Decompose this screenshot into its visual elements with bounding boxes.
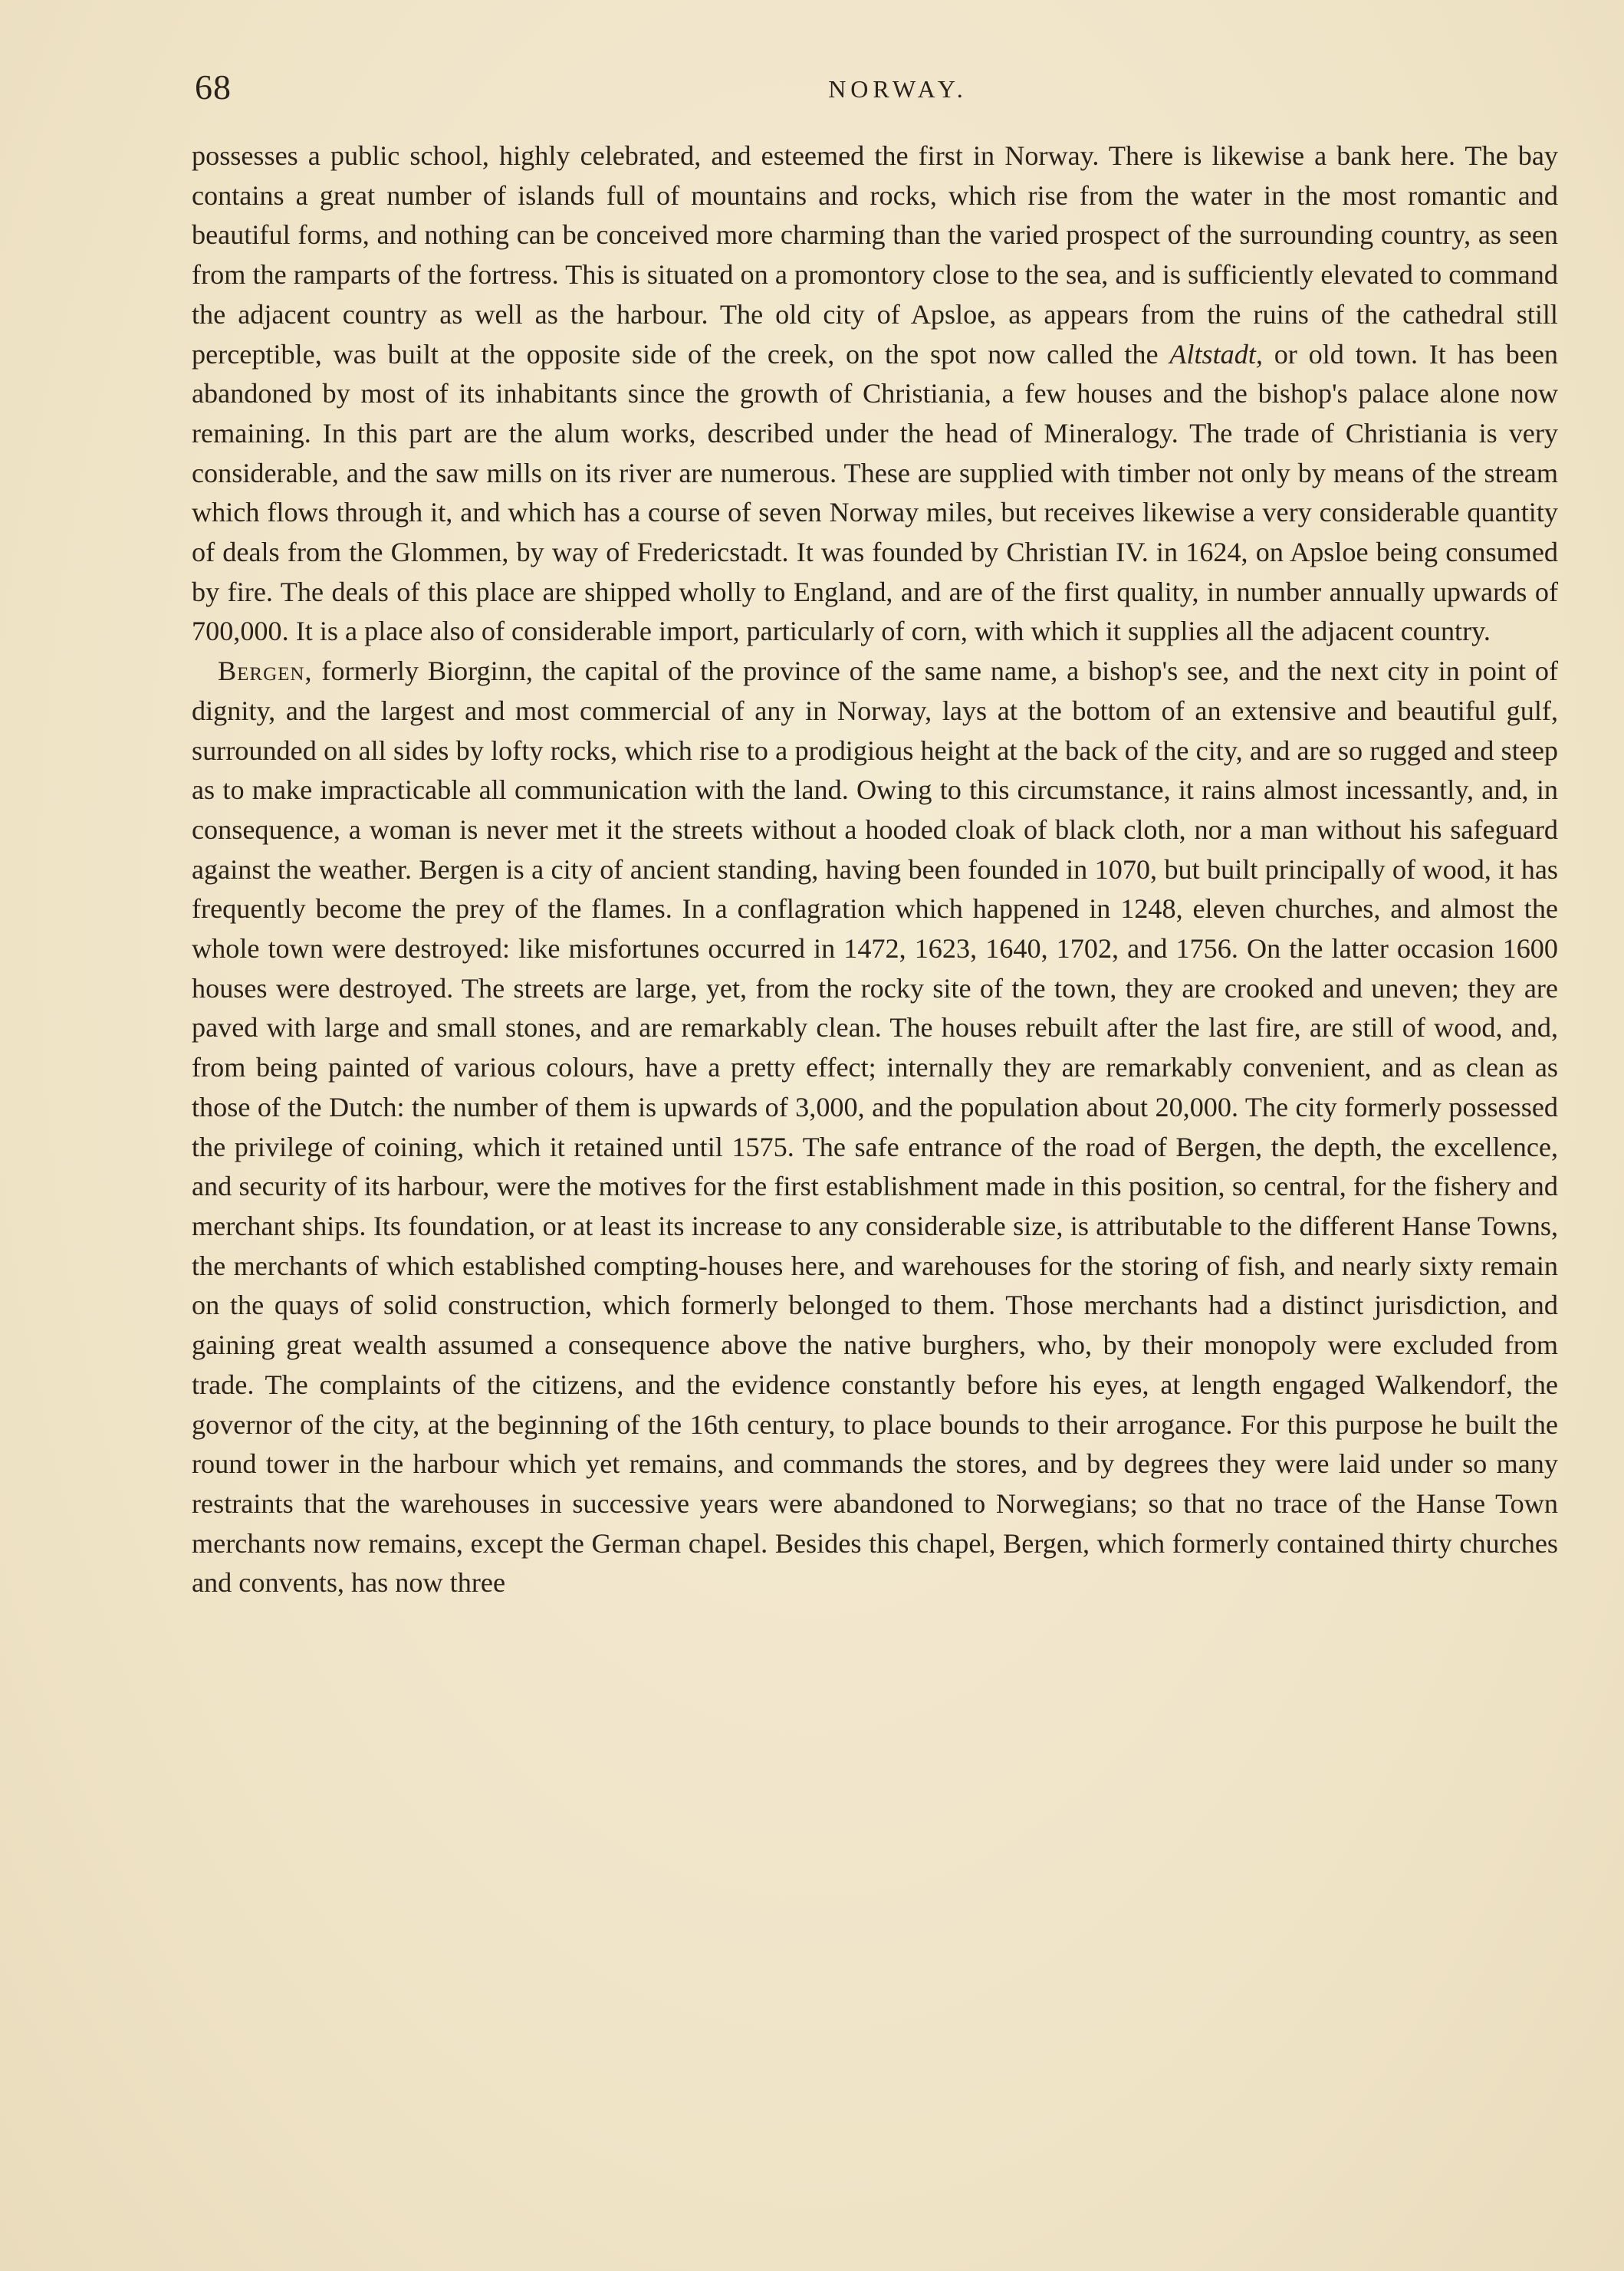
paragraph-christiania-text-2: or old town. It has been abandoned by most of its inhabitants since the growth of Christiania, a few houses and the bishop's palace alone now remaining. In this part are the alum works, described under the head of Mineralogy. The trade of Christiania is very considerable, and the saw mills on its river are numerous. These are supplied with timber not only by means of the stream which flows through it, and which has a course of seven Norway miles, but receives likewise a very considerable quantity of deals from the Glommen, by way of Fredericstadt. It was founded by Christian IV. in 1624, on Apsloe being consumed by fire. The deals of this place are shipped wholly to England, and are of the first quality, in number annually upwards of 700,000. It is a place also of considerable import, particularly of corn, with which it supplies all the adjacent country. (192, 338, 1558, 647)
page-header (195, 63, 1555, 112)
paragraph-christiania (192, 136, 1558, 652)
paragraph-bergen-text: formerly Biorginn, the capital of the province of the same name, a bishop's see, and the next city in point of dignity, and the largest and most commercial of any in Norway, lays at the bottom of an extensive and beautiful gulf, surrounded on all sides by lofty rocks, which rise to a prodigious height at the back of the city, and are so rugged and steep as to make impracticable all communication with the land. Owing to this circumstance, it rains almost incessantly, and, in consequence, a woman is never met it the streets without a hooded cloak of black cloth, nor a man without his safeguard against the weather. Bergen is a city of ancient standing, having been founded in 1070, but built principally of wood, it has frequently become the prey of the flames. In a conflagration which happened in 1248, eleven churches, and almost the whole town were destroyed: like misfortunes occurred in 1472, 1623, 1640, 1702, and 1756. On the latter occasion 1600 houses were destroyed. The streets are large, yet, from the rocky site of the town, they are crooked and uneven; they are paved with large and small stones, and are remarkably clean. The houses rebuilt after the last fire, are still of wood, and, from being painted of various colours, have a pretty effect; internally they are remarkably convenient, and as clean as those of the Dutch: the number of them is upwards of 3,000, and the population about 20,000. The city formerly possessed the privilege of coining, which it retained until 1575. The safe entrance of the road of Bergen, the depth, the excellence, and security of its harbour, were the motives for the first establishment made in this position, so central, for the fishery and merchant ships. Its foundation, or at least its increase to any considerable size, is attributable to the different Hanse Towns, the merchants of which established compting-houses here, and warehouses for the storing of fish, and nearly sixty remain on the quays of solid construction, which formerly belonged to them. Those merchants had a distinct jurisdiction, and gaining great wealth assumed a consequence above the native burghers, who, by their monopoly were excluded from trade. The complaints of the citizens, and the evidence constantly before his eyes, at length engaged Walkendorf, the governor of the city, at the beginning of the 16th century, to place bounds to their arrogance. For this purpose he built the round tower in the harbour which yet remains, and commands the stores, and by degrees they were laid under so many restraints that the warehouses in successive years were abandoned to Norwegians; so that no trace of the Hanse Town merchants now remains, except the German chapel. Besides this chapel, Bergen, which formerly contained thirty churches and convents, has now three (192, 656, 1558, 1599)
page-number: 68 (195, 67, 232, 107)
running-head: NORWAY. (828, 75, 968, 103)
altstadt-italic: Altstadt, (1169, 338, 1263, 370)
bergen-heading: Bergen, (218, 656, 313, 687)
body-text (192, 136, 1558, 1603)
paragraph-christiania-text-1: possesses a public school, highly celebrated, and esteemed the first in Norway. There is likewise a bank here. The bay contains a great number of islands full of mountains and rocks, which rise from the water in the most romantic and beautiful forms, and nothing can be conceived more charming than the varied prospect of the surrounding country, as seen from the ramparts of the fortress. This is situated on a promontory close to the sea, and is sufficiently elevated to command the adjacent country as well as the harbour. The old city of Apsloe, as appears from the ruins of the cathedral still perceptible, was built at the opposite side of the creek, on the spot now called the (192, 140, 1558, 370)
paragraph-bergen (192, 652, 1558, 1603)
